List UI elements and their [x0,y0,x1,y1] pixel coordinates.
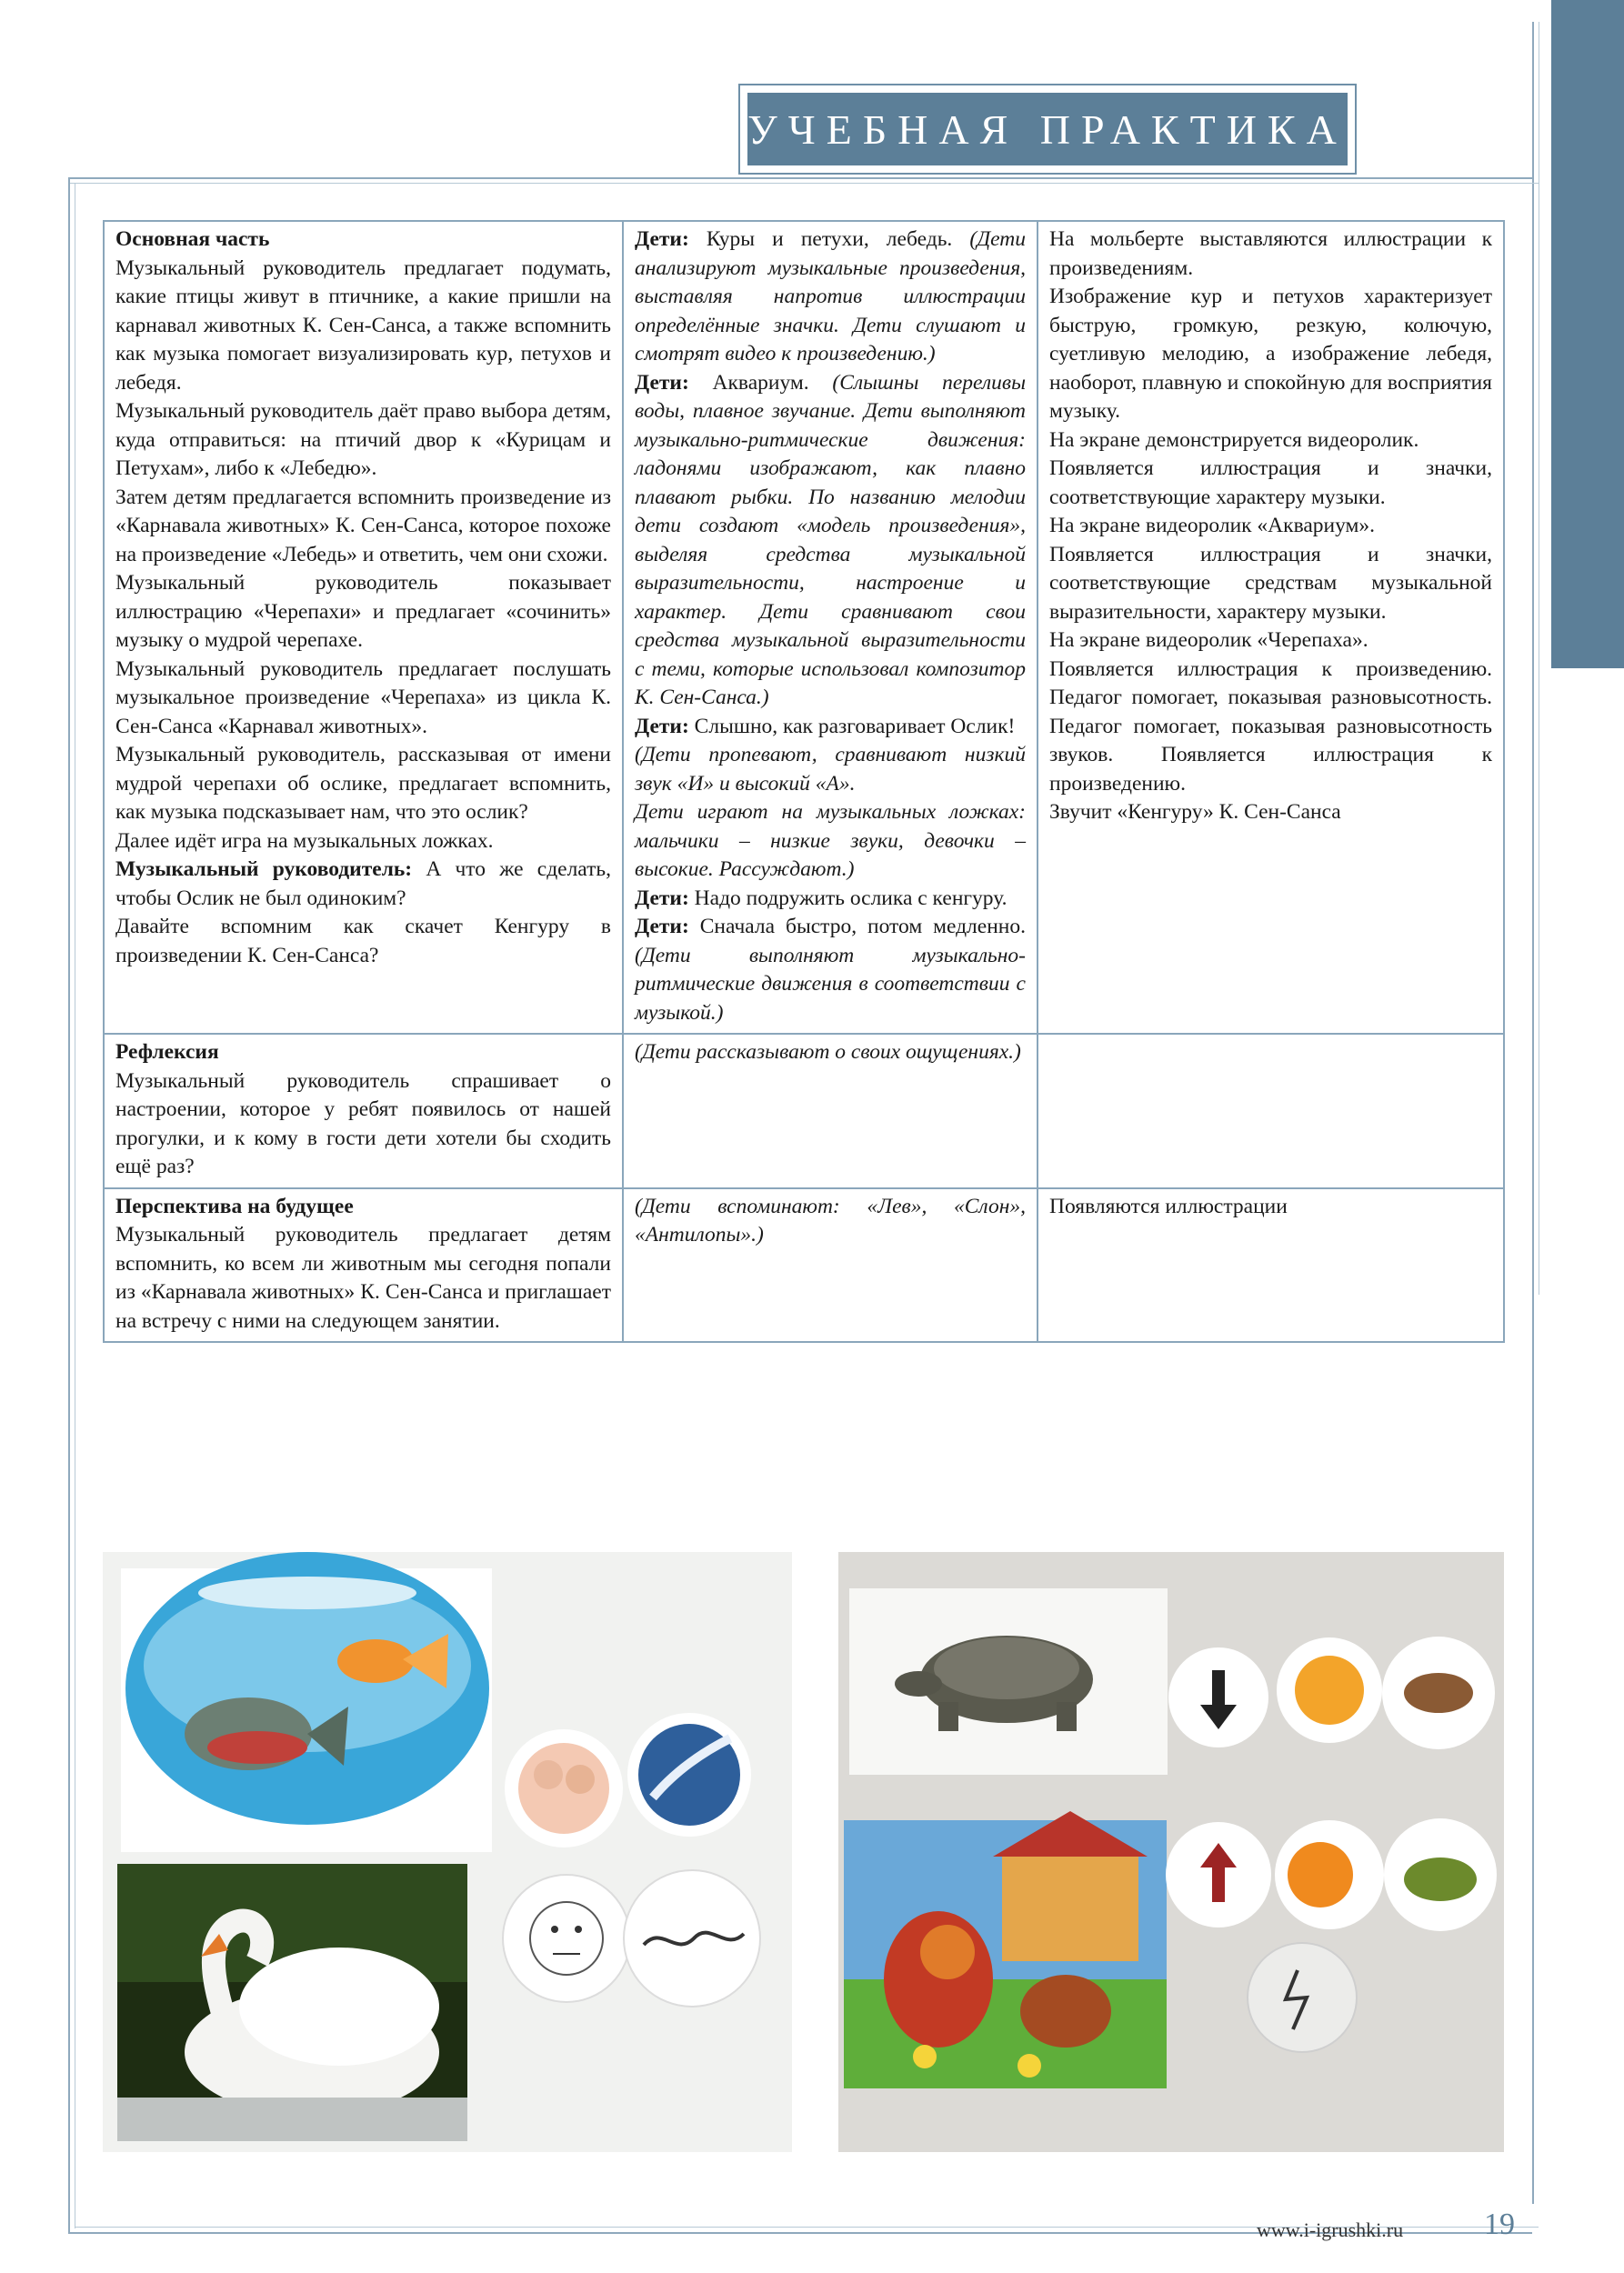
turtle-picture [849,1588,1168,1775]
remark: (Дети рассказывают о своих ощущениях.) [635,1040,1021,1064]
table-cell-notes [1038,1034,1504,1188]
rooster-farm-picture [844,1811,1167,2088]
fishbowl-picture [121,1552,492,1852]
speaker-text: Куры и петухи, лебедь. [688,227,970,251]
cell-heading: Перспектива на будущее [115,1194,354,1218]
paragraph: Музыкальный руководитель спрашивает о настроении, которое у ребят появилось от нашей прогулки, и к кому в гости дети хотели бы сходить ещё раз? [115,1068,611,1178]
footer-url: www.i-igrushki.ru [1257,2218,1404,2241]
frame-line [68,183,1539,184]
paragraph: Изображение кур и петухов характеризует быструю, громкую, резкую, колючую, суетливую мелодию, а изображение лебедя, наоборот, плавную и спокойную для восприятия музыку. [1049,285,1492,423]
paragraph: Далее идёт игра на музыкальных ложках. [115,828,494,853]
page-number: 19 [1484,2208,1515,2241]
paragraph [635,885,1026,914]
table-row [104,1034,1504,1188]
remark: (Дети выполняют музыкально-ритмические движения в соответствии с музыкой.) [635,943,1026,1025]
paragraph [635,369,1026,713]
table-cell-children [623,1188,1038,1343]
paragraph: На экране видеоролик «Черепаха». [1049,628,1368,652]
paragraph [635,913,1026,1027]
cell-heading: Основная часть [115,227,270,251]
paragraph: Появляется иллюстрация и значки, соответствующие характеру музыки. [1049,456,1492,509]
paragraph: Музыкальный руководитель предлагает детям вспомнить, ко всем ли животным мы сегодня попали из «Карнавала животных» К. Сен-Санса и приглашает на встречу с ними на следующем занятии. [115,1223,611,1333]
paragraph: Звучит «Кенгуру» К. Сен-Санса [1049,800,1341,824]
paragraph [635,713,1026,742]
paragraph: Музыкальный руководитель предлагает подумать, какие птицы живут в птичнике, а какие пришли на карнавал животных К. Сен-Санса, а также вспомнить как музыка помогает визуализировать кур, петухов и лебедя. [115,255,611,395]
remark: (Дети пропевают, сравнивают низкий звук «И» и высокий «А». [635,743,1026,796]
speaker-label: Музыкальный руководитель: [115,857,413,881]
side-accent-bar [1551,0,1624,668]
table-row [104,1188,1504,1343]
paragraph [115,856,611,913]
paragraph: Музыкальный руководитель показывает иллюстрацию «Черепахи» и предлагает «сочинить» музыку о мудрой черепахе. [115,571,611,652]
cell-heading: Рефлексия [115,1040,219,1064]
remark: (Дети вспоминают: «Лев», «Слон», «Антилопы».) [635,1194,1026,1247]
paragraph [635,225,1026,369]
paragraph: На экране демонстрируется видеоролик. [1049,427,1419,452]
frame-line [68,177,1532,179]
speaker-text: Надо подружить ослика с кенгуру. [688,886,1007,910]
paragraph: Музыкальный руководитель, рассказывая от имени мудрой черепахи об ослике, предлагает вспомнить, как музыка подсказывает нам, что это ослик? [115,743,611,824]
frame-line [1532,22,1534,2204]
paragraph: На мольберте выставляются иллюстрации к произведениям. [1049,227,1492,280]
speaker-label: Дети: [635,370,689,395]
swan-picture [117,1864,467,2141]
remark: Дети играют на музыкальных ложках: мальчики – низкие звуки, девочки – высокие. Рассуждают.) [635,800,1026,881]
section-title: УЧЕБНАЯ ПРАКТИКА [747,93,1348,165]
table-cell-teacher [104,1188,623,1343]
remark: (Слышны переливы воды, плавное звучание. Дети выполняют музыкально-ритмические движения: ладонями изображают, как плавно плавают рыбки. По названию мелодии дети создают «модель произведения», выделяя средства музыкальной выразительности, настроение и характер. Дети сравнивают свои средства музыкальной выразительности с теми, которые использовал композитор К. Сен-Санса.) [635,370,1026,709]
paragraph: Появляется иллюстрация и значки, соответствующие средствам музыкальной выразительности, характеру музыки. [1049,542,1492,624]
speaker-text: Аквариум. [688,370,833,395]
table-cell-teacher [104,221,623,1034]
speaker-text: А что же сделать, чтобы Ослик не был одиноким? [115,857,611,910]
speaker-label: Дети: [635,915,689,938]
table-cell-teacher [104,1034,623,1188]
paragraph: Музыкальный руководитель даёт право выбора детям, куда отправиться: на птичий двор к «Курицам и Петухам», либо к «Лебедю». [115,399,611,480]
speaker-label: Дети: [635,227,689,251]
speaker-label: Дети: [635,886,689,910]
table-cell-children [623,1034,1038,1188]
paragraph: На экране видеоролик «Аквариум». [1049,514,1376,537]
table-row [104,221,1504,1034]
photo-turtle-rooster [838,1552,1504,2152]
speaker-label: Дети: [635,714,689,738]
speaker-text: Сначала быстро, потом медленно. [688,915,1026,938]
lesson-table [103,220,1505,1343]
paragraph: Появляются иллюстрации [1049,1194,1288,1218]
speaker-text: Слышно, как разговаривает Ослик! [688,714,1016,738]
frame-line [68,177,70,2232]
section-header [738,84,1357,175]
paragraph: Появляется иллюстрация к произведению. Педагог помогает, показывая разновысотность. Педагог помогает, показывая разновысотность звуков. Появляется иллюстрация к произведению. [1049,656,1492,796]
paragraph: Затем детям предлагается вспомнить произведение из «Карнавала животных» К. Сен-Санса, которое похоже на произведение «Лебедь» и ответить, чем они схожи. [115,485,611,566]
table-cell-notes [1038,221,1504,1034]
remark: (Дети анализируют музыкальные произведения, выставляя напротив иллюстрации определённые значки. Дети слушают и смотрят видео к произведению.) [635,227,1026,365]
paragraph: Музыкальный руководитель предлагает послушать музыкальное произведение «Черепаха» из цикла К. Сен-Санса «Карнавал животных». [115,656,611,738]
table-cell-children [623,221,1038,1034]
table-cell-notes [1038,1188,1504,1343]
photo-aquarium-swan [103,1552,792,2152]
paragraph: Давайте вспомним как скачет Кенгуру в произведении К. Сен-Санса? [115,915,611,967]
